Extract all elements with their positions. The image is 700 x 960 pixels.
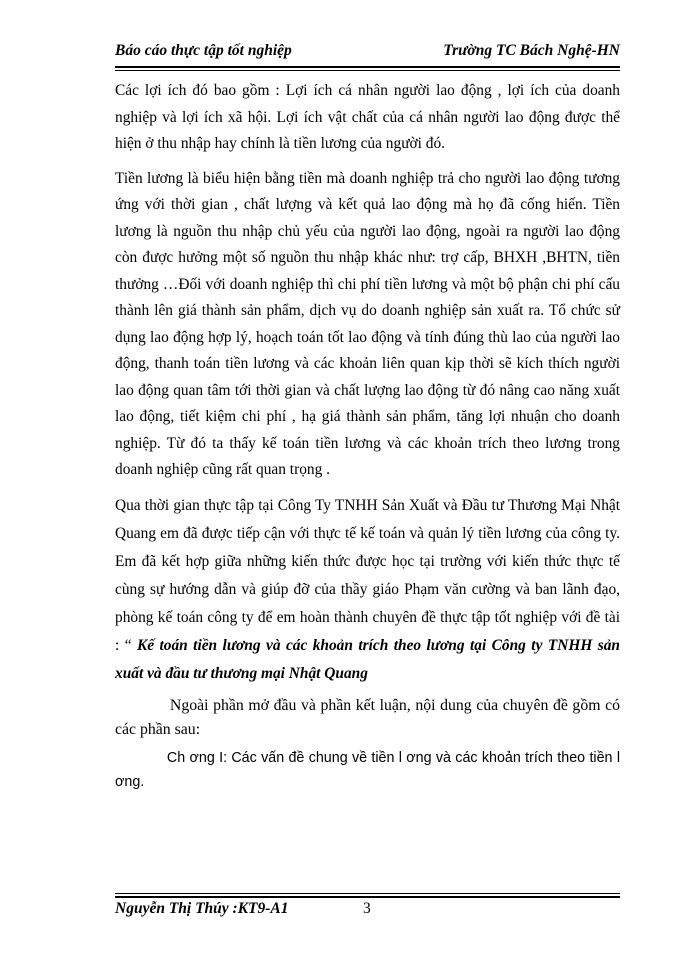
page-footer — [115, 900, 620, 924]
page-header — [115, 42, 620, 64]
paragraph-contents: Ngoài phần mở đầu và phần kết luận, nội dung của chuyên đề gồm có các phần sau: — [115, 696, 624, 738]
internship-text: Qua thời gian thực tập tại Công Ty TNHH Sản Xuất và Đầu tư Thương Mại Nhật Quang em đã được tiếp cận với thực tế kế toán và quản lý tiền lương của công ty. Em đã kết hợp giữa những kiến thức được học tại trường với kiến thức thực tế cùng sự hướng dẫn và giúp đỡ của thầy giáo Phạm văn cường và ban lãnh đạo, phòng kế toán công ty để em hoàn thành chuyên đề thực tập tốt nghiệp với đề tài : “ — [115, 496, 620, 654]
page-number: 3 — [363, 900, 371, 917]
paragraph-internship — [115, 492, 620, 688]
footer-rule-thin — [115, 893, 620, 894]
paragraph-chapter-one: Ch ơng I: Các vấn đề chung về tiền l ơng và các khoản trích theo tiền l ơng. — [115, 749, 624, 790]
paragraph-benefits: Các lợi ích đó bao gồm : Lợi ích cá nhân người lao động , lợi ích của doanh nghiệp và lợi ích xã hội. Lợi ích vật chất của cá nhân người lao động được thể hiện ở thu nhập hay chính là tiền lương của người đó. — [115, 82, 620, 152]
footer-rule-thick — [115, 896, 620, 898]
header-school-name: Trường TC Bách Nghệ-HN — [443, 42, 620, 59]
header-rule-thin — [115, 70, 620, 71]
document-body — [115, 78, 624, 794]
topic-title: Kế toán tiền lương và các khoản trích theo lương tại Công ty TNHH sản xuất và đầu tư thương mại Nhật Quang — [115, 636, 620, 682]
header-report-title: Báo cáo thực tập tốt nghiệp — [115, 42, 292, 59]
header-rule-thick — [115, 66, 620, 68]
paragraph-salary: Tiền lương là biểu hiện bằng tiền mà doanh nghiệp trả cho người lao động tương ứng với thời gian , chất lượng và kết quả lao động mà họ đã cống hiến. Tiền lương là nguồn thu nhập chủ yếu của người lao động, ngoài ra người lao động còn được hưởng một số nguồn thu nhập khác như: trợ cấp, BHXH ,BHTN, tiền thưởng …Đối với doanh nghiệp thì chi phí tiền lương và một bộ phận chi phí cấu thành lên giá thành sản phẩm, dịch vụ do doanh nghiệp sản xuất ra. Tổ chức sử dụng lao động hợp lý, hoạch toán tốt lao động và tính đúng thù lao của người lao động, thanh toán tiền lương và các khoản liên quan kịp thời sẽ kích thích người lao động quan tâm tới thời gian và chất lượng lao động từ đó nâng cao năng xuất lao động, tiết kiệm chi phí , hạ giá thành sản phẩm, tăng lợi nhuận cho doanh nghiệp. Từ đó ta thấy kế toán tiền lương và các khoản trích theo lương trong doanh nghiệp cũng rất quan trọng . — [115, 169, 620, 478]
footer-author: Nguyễn Thị Thúy :KT9-A1 — [115, 900, 289, 917]
